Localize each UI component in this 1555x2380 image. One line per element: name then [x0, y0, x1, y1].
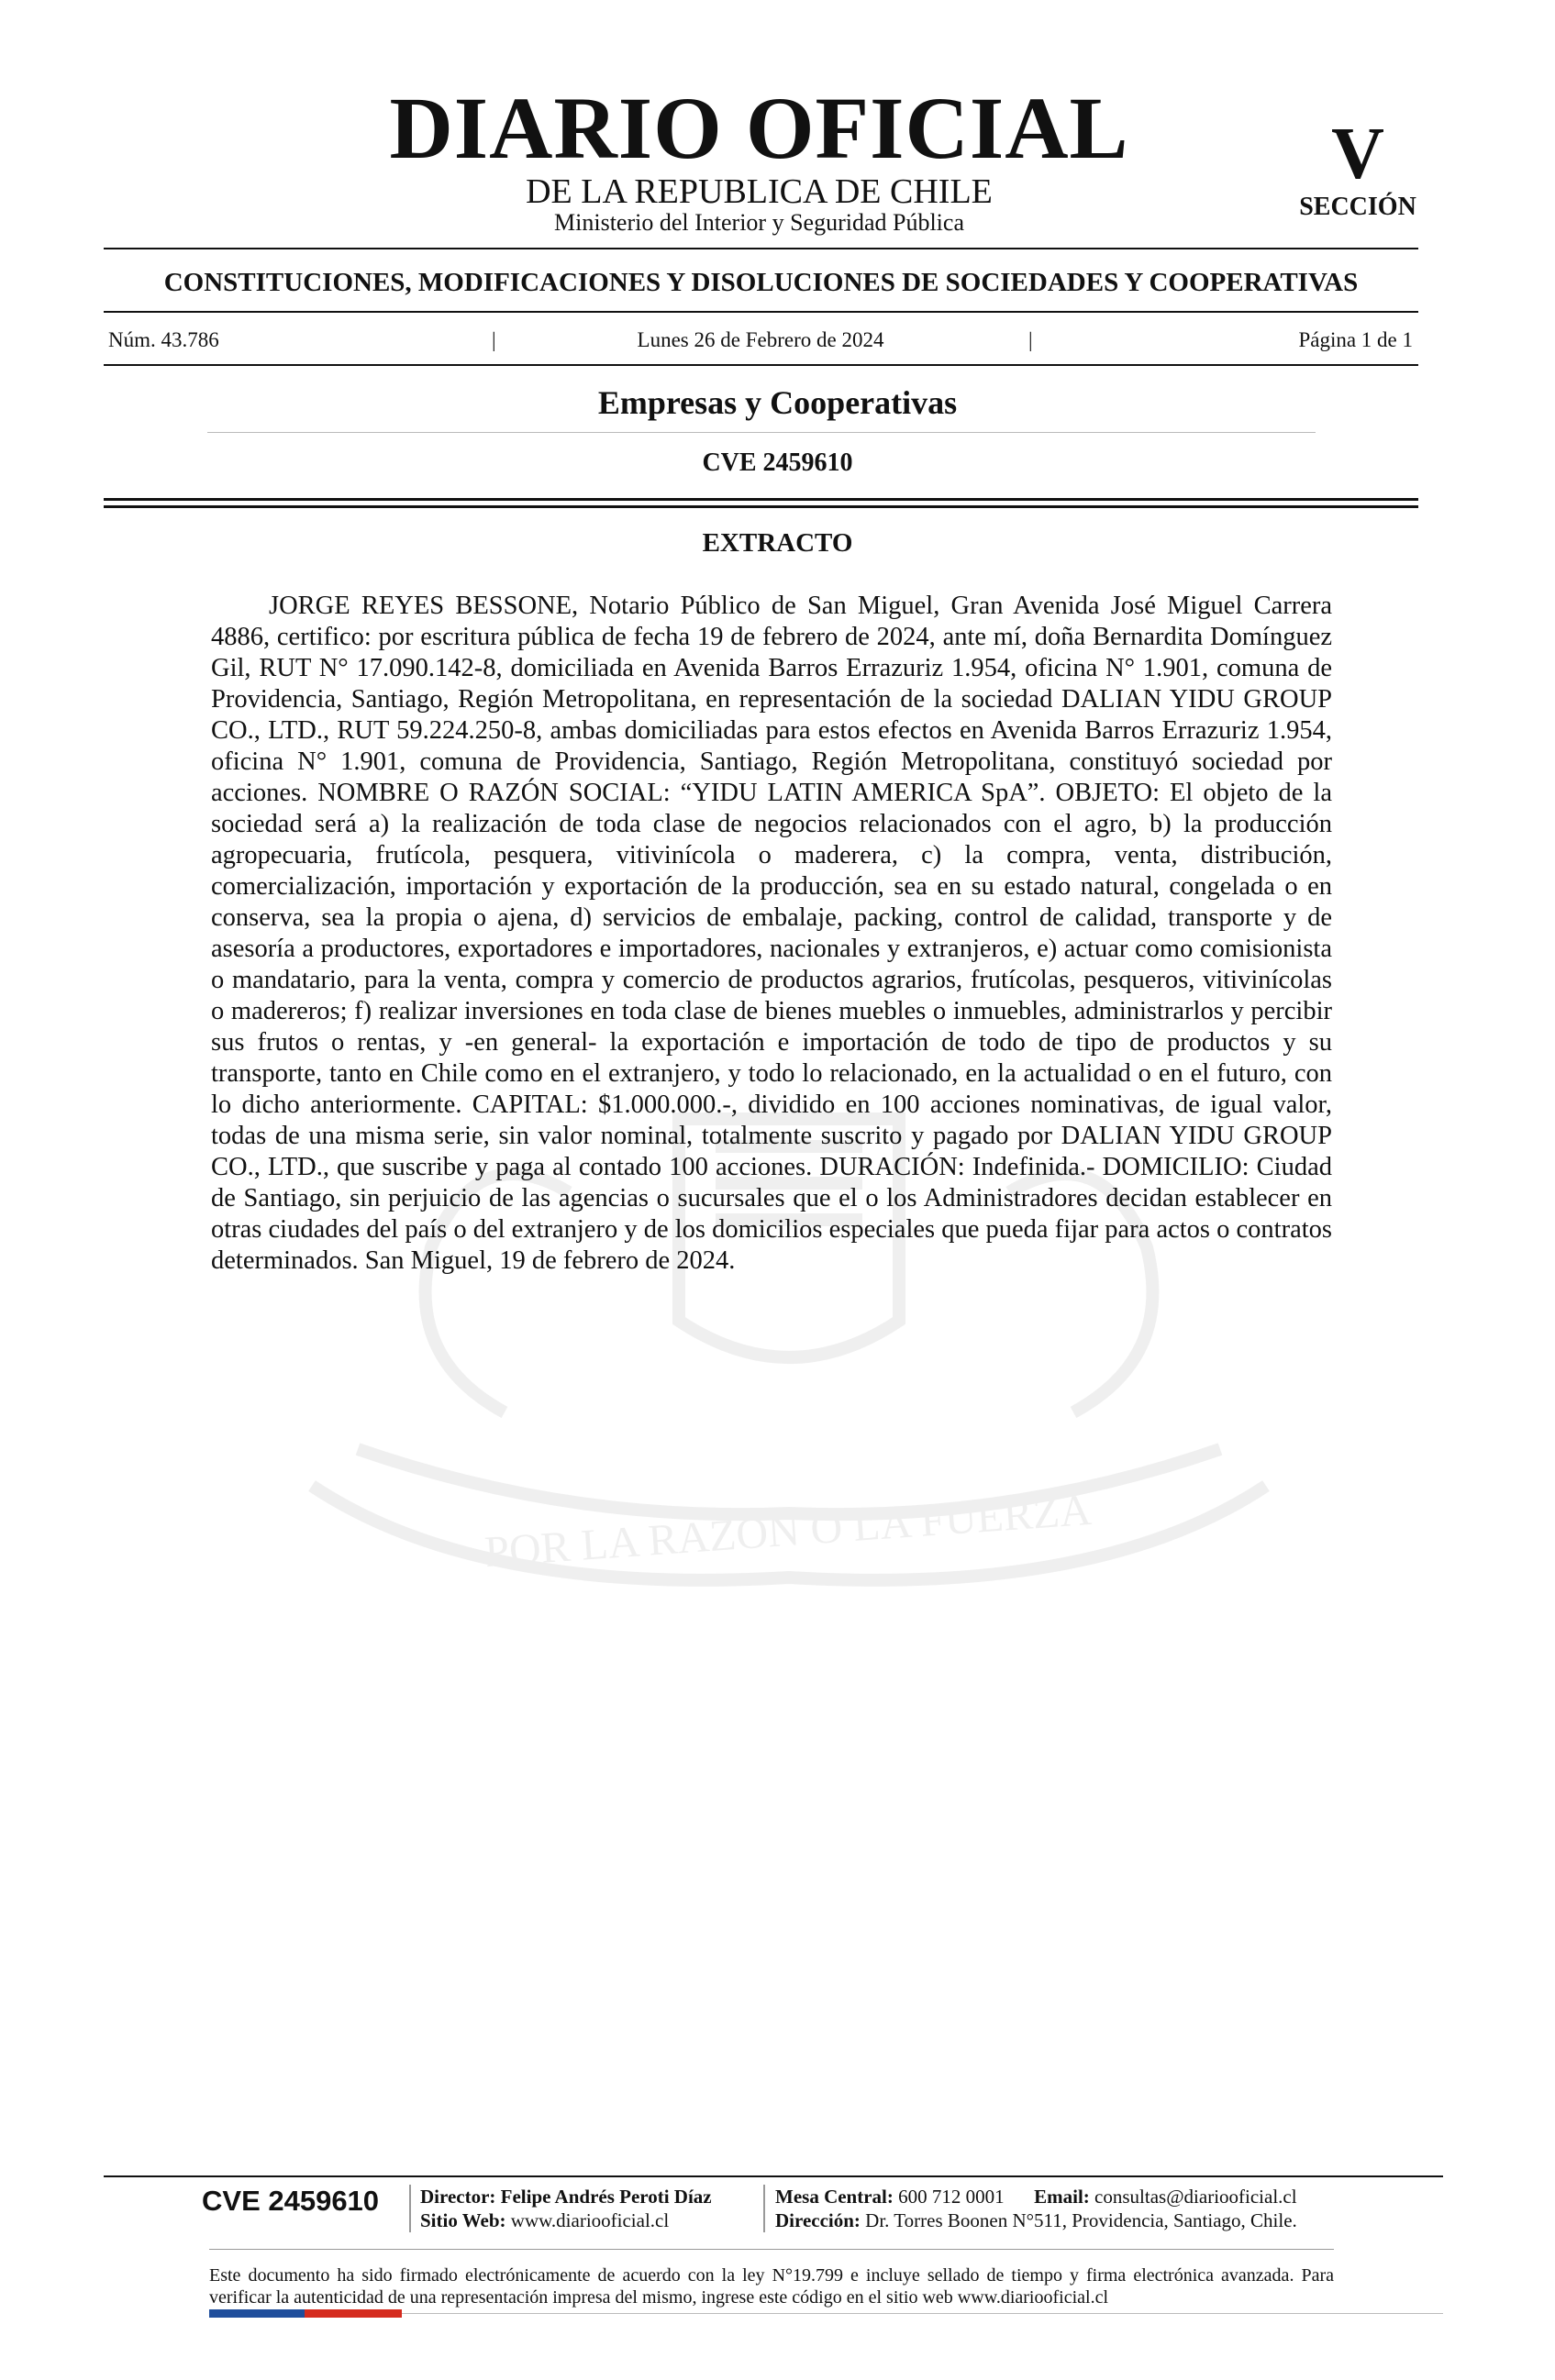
issue-date: Lunes 26 de Febrero de 2024 [637, 328, 884, 351]
footer-divider [409, 2185, 411, 2232]
article-title: EXTRACTO [702, 528, 853, 558]
masthead-subtitle: DE LA REPUBLICA DE CHILE [526, 172, 993, 211]
phone-label: Mesa Central: [775, 2186, 894, 2208]
website-link[interactable]: www.diariooficial.cl [510, 2209, 670, 2231]
cve-rule-top [104, 498, 1418, 501]
footer-rule [104, 2175, 1443, 2177]
legal-notice: Este documento ha sido firmado electrónicamente de acuerdo con la ley N°19.799 e incluye sellado de tiempo y firma electrónica avanzada. Para verificar la autenticidad de una representación impresa del mismo, ingrese este código en el sitio web www.diariooficial.cl [209, 2265, 1334, 2308]
phone-value: 600 712 0001 [898, 2186, 1005, 2208]
category-title: Empresas y Cooperativas [597, 384, 958, 421]
footer-divider [763, 2185, 765, 2232]
heading-rule [104, 311, 1418, 313]
address-value: Dr. Torres Boonen N°511, Providencia, Santiago, Chile. [865, 2209, 1297, 2231]
footer-director [420, 2185, 712, 2208]
issue-rule [104, 364, 1418, 366]
section-numeral: V [1331, 114, 1384, 194]
article-body: JORGE REYES BESSONE, Notario Público de San Miguel, Gran Avenida José Miguel Carrera 4886, certifico: por escritura pública de fecha 19 de febrero de 2024, ante mí, doña Bernardita Domínguez Gil, RUT N° 17.090.142-8, domiciliada en Avenida Barros Errazuriz 1.954, oficina N° 1.901, comuna de Providencia, Santiago, Región Metropolitana, en representación de la sociedad DALIAN YIDU GROUP CO., LTD., RUT 59.224.250-8, ambas domiciliadas para estos efectos en Avenida Barros Errazuriz 1.954, oficina N° 1.901, comuna de Providencia, Santiago, Región Metropolitana, constituyó sociedad por acciones. NOMBRE O RAZÓN SOCIAL: “YIDU LATIN AMERICA SpA”. OBJETO: El objeto de la sociedad será a) la realización de toda clase de negocios relacionados con el agro, b) la producción agropecuaria, frutícola, pesquera, vitivinícola o maderera, c) la compra, venta, distribución, comercialización, importación y exportación de la producción, sea en su estado natural, congelada o en conserva, sea la propia o ajena, d) servicios de embalaje, packing, control de calidad, transporte y de asesoría a productores, exportadores e importadores, nacionales y extranjeros, e) actuar como comisionista o mandatario, para la venta, compra y comercio de productos agrarios, frutícolas, pesqueros, vitivinícolas o madereros; f) realizar inversiones en toda clase de bienes muebles o inmuebles, administrarlos y percibir sus frutos o rentas, y -en general- la exportación e importación de todo de tipo de productos y su transporte, tanto en Chile como en el extranjero, y todo lo relacionado, en la actualidad o en el futuro, con lo dicho anteriormente. CAPITAL: $1.000.000.-, dividido en 100 acciones nominativas, de igual valor, todas de una misma serie, sin valor nominal, totalmente suscrito y pagado por DALIAN YIDU GROUP CO., LTD., que suscribe y paga al contado 100 acciones. DURACIÓN: Indefinida.- DOMICILIO: Ciudad de Santiago, sin perjuicio de las agencias o sucursales que el o los Administradores decidan establecer en otras ciudades del país o del extranjero y de los domicilios especiales que pueda fijar para actos o contratos determinados. San Miguel, 19 de febrero de 2024. [211, 592, 1332, 1275]
footer-website [420, 2208, 669, 2232]
address-label: Dirección: [775, 2209, 861, 2231]
director-name: Felipe Andrés Peroti Díaz [500, 2186, 712, 2208]
section-heading: CONSTITUCIONES, MODIFICACIONES Y DISOLUCIONES DE SOCIEDADES Y COOPERATIVAS [163, 268, 1359, 297]
footer-legal-rule [209, 2249, 1334, 2250]
director-label: Director: [420, 2186, 496, 2208]
email-link[interactable]: consultas@diariooficial.cl [1094, 2186, 1297, 2208]
footer-address [775, 2208, 1297, 2232]
footer-cve: CVE 2459610 [202, 2185, 380, 2217]
watermark-motto: POR LA RAZON O LA FUERZA [483, 1485, 1094, 1577]
issue-number: Núm. 43.786 [108, 328, 219, 351]
masthead-rule [104, 248, 1418, 249]
issue-separator: | [492, 328, 496, 351]
masthead-ministry: Ministerio del Interior y Seguridad Pública [554, 209, 964, 236]
footer-contact [775, 2185, 1297, 2208]
section-word: SECCIÓN [1299, 193, 1416, 221]
issue-page: Página 1 de 1 [1298, 328, 1413, 351]
flag-stripe-line [402, 2313, 1443, 2314]
cve-code: CVE 2459610 [702, 448, 853, 477]
flag-stripe-blue [209, 2309, 305, 2318]
masthead-title: DIARIO OFICIAL [389, 79, 1129, 177]
website-label: Sitio Web: [420, 2209, 506, 2231]
cve-rule-bottom [104, 505, 1418, 508]
issue-separator: | [1028, 328, 1033, 351]
flag-stripe-red [305, 2309, 402, 2318]
email-label: Email: [1034, 2186, 1090, 2208]
category-rule [207, 432, 1316, 433]
issue-row [108, 328, 1413, 356]
